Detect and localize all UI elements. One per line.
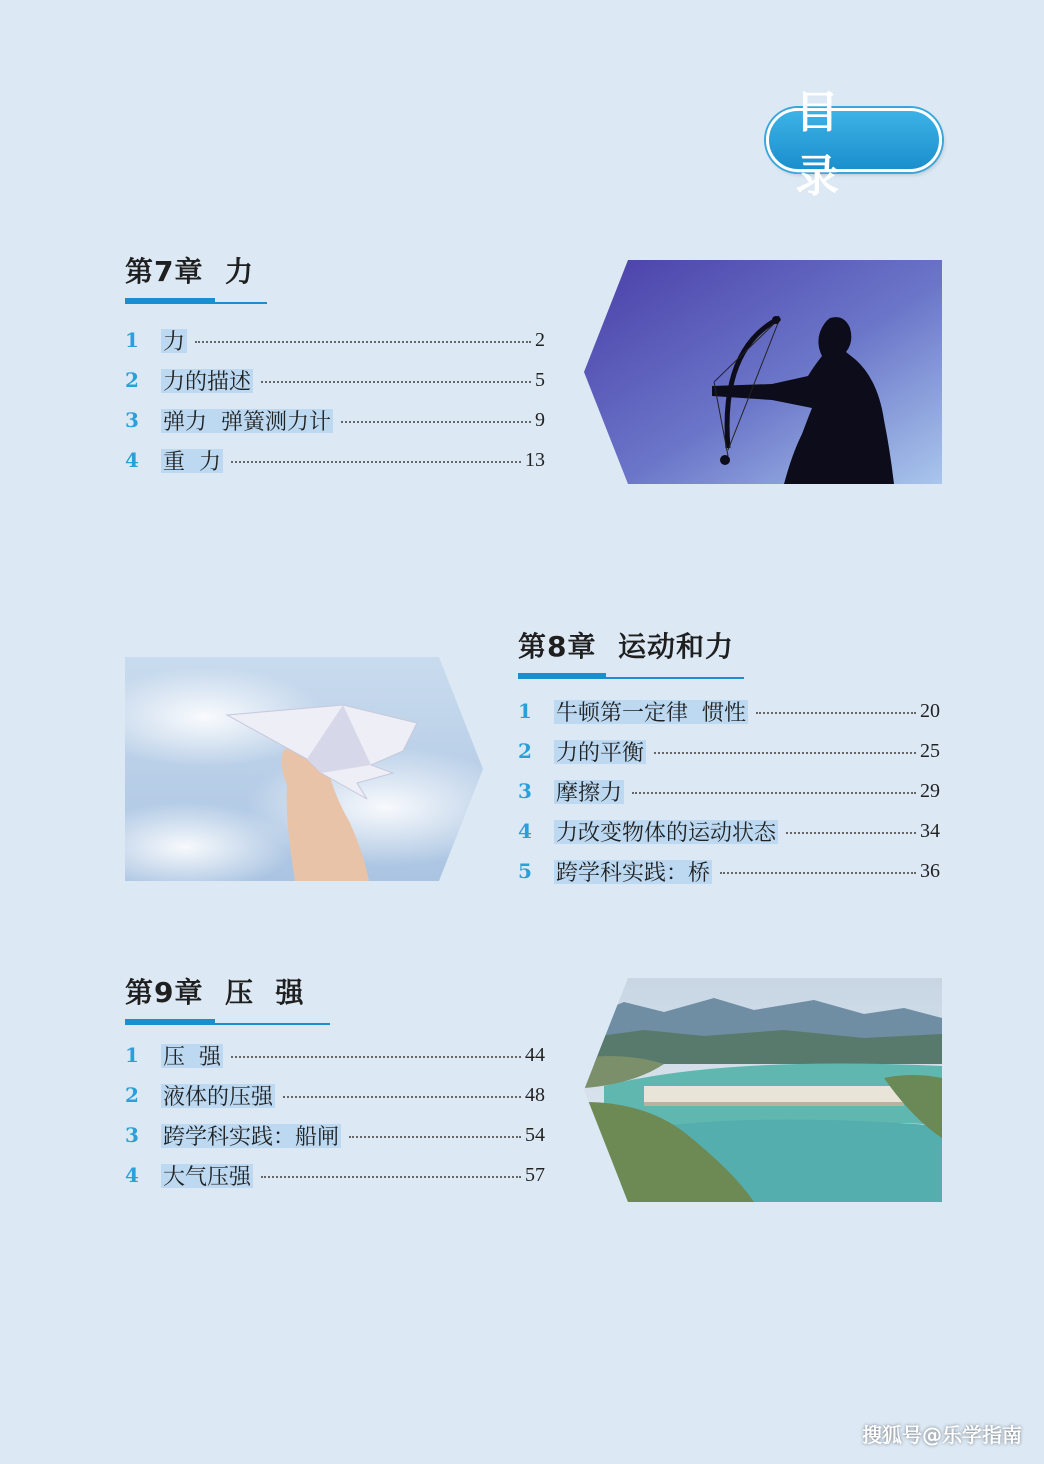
entry-number: 4 xyxy=(518,819,532,843)
entry-title: 牛顿第一定律 惯性 xyxy=(554,696,748,727)
chapter-title: 第7章 力 xyxy=(125,255,254,288)
leader-dots xyxy=(231,461,521,463)
chapter-7-heading xyxy=(125,250,267,303)
toc-entry[interactable] xyxy=(125,1035,545,1075)
leader-dots xyxy=(283,1096,521,1098)
chapter-8-heading xyxy=(518,625,744,678)
entry-page: 57 xyxy=(525,1163,545,1186)
entry-number: 4 xyxy=(125,448,139,472)
toc-entry[interactable] xyxy=(125,320,545,360)
dam-photo xyxy=(584,978,942,1202)
toc-entry[interactable] xyxy=(125,1115,545,1155)
chapter-9-toc xyxy=(125,1035,545,1195)
entry-title: 重 力 xyxy=(161,445,223,476)
entry-number: 4 xyxy=(125,1163,139,1187)
toc-entry[interactable] xyxy=(518,811,940,851)
toc-entry[interactable] xyxy=(518,771,940,811)
chapter-rule xyxy=(518,673,744,678)
toc-entry[interactable] xyxy=(125,360,545,400)
entry-page: 2 xyxy=(535,328,545,351)
chapter-9-heading xyxy=(125,971,330,1024)
toc-entry[interactable] xyxy=(518,731,940,771)
entry-page: 48 xyxy=(525,1083,545,1106)
entry-number: 5 xyxy=(518,859,532,883)
toc-title-badge xyxy=(766,87,942,202)
entry-title: 弹力 弹簧测力计 xyxy=(161,405,333,436)
entry-page: 34 xyxy=(920,819,940,842)
entry-number: 3 xyxy=(518,779,532,803)
entry-title: 压 强 xyxy=(161,1040,223,1071)
paper-plane-photo xyxy=(125,657,483,881)
entry-page: 54 xyxy=(525,1123,545,1146)
leader-dots xyxy=(632,792,916,794)
entry-title: 摩擦力 xyxy=(554,776,624,807)
toc-entry[interactable] xyxy=(518,691,940,731)
entry-page: 44 xyxy=(525,1043,545,1066)
entry-number: 1 xyxy=(125,328,139,352)
entry-page: 36 xyxy=(920,859,940,882)
entry-number: 2 xyxy=(518,739,532,763)
toc-entry[interactable] xyxy=(125,1075,545,1115)
leader-dots xyxy=(756,712,916,714)
entry-title: 跨学科实践：桥 xyxy=(554,856,712,887)
entry-title: 跨学科实践：船闸 xyxy=(161,1120,341,1151)
chapter-title: 第8章 运动和力 xyxy=(518,630,734,663)
entry-number: 3 xyxy=(125,408,139,432)
toc-entry[interactable] xyxy=(518,851,940,891)
entry-page: 13 xyxy=(525,448,545,471)
entry-number: 1 xyxy=(125,1043,139,1067)
leader-dots xyxy=(261,1176,521,1178)
chapter-rule xyxy=(125,1019,330,1024)
entry-title: 力的平衡 xyxy=(554,736,646,767)
entry-number: 3 xyxy=(125,1123,139,1147)
chapter-8-toc xyxy=(518,691,940,891)
entry-page: 5 xyxy=(535,368,545,391)
entry-title: 力的描述 xyxy=(161,365,253,396)
leader-dots xyxy=(720,872,916,874)
entry-title: 力改变物体的运动状态 xyxy=(554,816,778,847)
leader-dots xyxy=(341,421,531,423)
chapter-rule xyxy=(125,298,267,303)
leader-dots xyxy=(195,341,531,343)
archer-photo xyxy=(584,260,942,484)
chapter-7-toc xyxy=(125,320,545,480)
toc-entry[interactable] xyxy=(125,400,545,440)
entry-page: 25 xyxy=(920,739,940,762)
leader-dots xyxy=(261,381,531,383)
entry-number: 2 xyxy=(125,1083,139,1107)
entry-number: 2 xyxy=(125,368,139,392)
entry-page: 29 xyxy=(920,779,940,802)
toc-entry[interactable] xyxy=(125,1155,545,1195)
leader-dots xyxy=(654,752,916,754)
leader-dots xyxy=(231,1056,521,1058)
watermark-text: 搜狐号@乐学指南 xyxy=(862,1423,1022,1447)
leader-dots xyxy=(349,1136,521,1138)
toc-entry[interactable] xyxy=(125,440,545,480)
entry-page: 20 xyxy=(920,699,940,722)
chapter-title: 第9章 压 强 xyxy=(125,976,305,1009)
leader-dots xyxy=(786,832,916,834)
entry-page: 9 xyxy=(535,408,545,431)
entry-title: 液体的压强 xyxy=(161,1080,275,1111)
toc-title: 目 录 xyxy=(795,87,865,202)
entry-title: 大气压强 xyxy=(161,1160,253,1191)
entry-number: 1 xyxy=(518,699,532,723)
entry-title: 力 xyxy=(161,325,187,356)
